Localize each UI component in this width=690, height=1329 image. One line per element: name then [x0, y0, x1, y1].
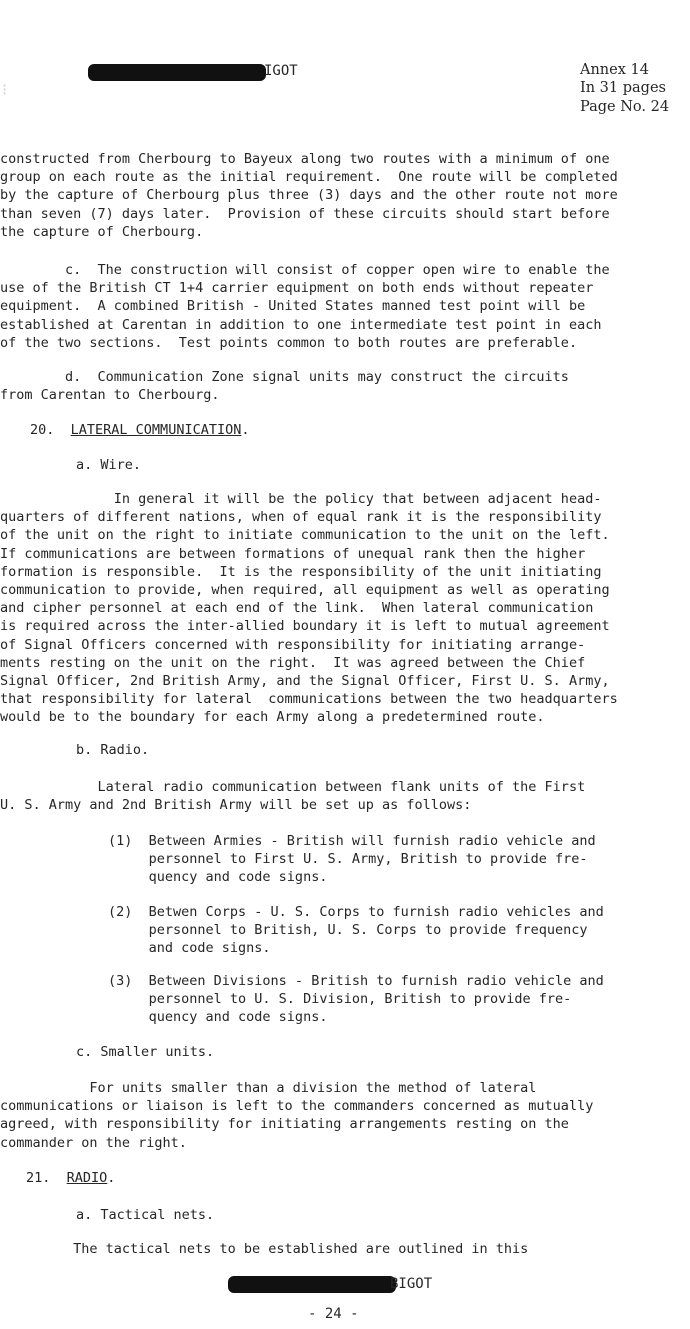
paragraph-intro: constructed from Cherbourg to Bayeux along two routes with a minimum of one group on each route as the initial requirement. One route will be completed by the capture of Cherbourg plus three (3) days and the other route not more than seven (7) days later. Provision of these circuits should start before the capture of Cherbourg.	[0, 151, 618, 240]
section-21-title: RADIO	[66, 1170, 108, 1186]
classification-marking-bottom: BIGOT	[390, 1276, 433, 1292]
paragraph-smaller-units: For units smaller than a division the method of lateral communications or liaison is left to the commanders concerned as mutually agreed, with responsibility for initiating arrangements resting on the commander on the right.	[0, 1080, 594, 1151]
paragraph-c-construction: c. The construction will consist of copper open wire to enable the use of the British CT 1+4 carrier equipment on both ends without repeater equipment. A combined British - United States manned test point will be established at Carentan in addition to one intermediate test point in each of the two sections. Test points common to both routes are preferable.	[0, 262, 610, 351]
subsection-wire-label: a. Wire.	[76, 457, 142, 473]
footer-page-number: - 24 -	[308, 1306, 359, 1322]
list-item-corps: (2) Betwen Corps - U. S. Corps to furnish radio vehicles and personnel to British, U. S. Corps to provide frequency and code signs.	[108, 904, 604, 957]
subsection-tactical-nets-label: a. Tactical nets.	[76, 1207, 215, 1223]
redaction-bar-bottom	[228, 1276, 396, 1293]
section-20-heading: 20. LATERAL COMMUNICATION.	[30, 422, 250, 438]
section-21-number: 21.	[26, 1170, 51, 1186]
paragraph-radio-intro: Lateral radio communication between flank units of the First U. S. Army and 2nd British Army will be set up as follows:	[0, 779, 586, 814]
subsection-smaller-units-label: c. Smaller units.	[76, 1044, 215, 1060]
list-item-divisions: (3) Between Divisions - British to furnish radio vehicle and personnel to U. S. Division, British to provide fre- quency and code signs.	[108, 973, 604, 1026]
redaction-bar-top	[88, 64, 266, 81]
section-21-heading: 21. RADIO.	[26, 1170, 116, 1186]
page-number-label: Page No. 24	[580, 99, 670, 115]
section-20-number: 20.	[30, 422, 55, 438]
classification-marking-top: IGOT	[264, 63, 298, 79]
annex-label: Annex 14	[580, 62, 649, 78]
subsection-radio-label: b. Radio.	[76, 742, 150, 758]
list-item-armies: (1) Between Armies - British will furnish radio vehicle and personnel to First U. S. Army, British to provide fre- quency and code signs.	[108, 833, 596, 886]
paragraph-wire: In general it will be the policy that between adjacent head- quarters of different nations, when of equal rank it is the responsibility of the unit on the right to initiate communication to the unit on the left. If communications are between formations of unequal rank then the higher formation is responsible. It is the responsibility of the unit initiating communication to provide, when required, all equipment as well as operating and cipher personnel at each end of the link. When lateral communication is required across the inter-allied boundary it is left to mutual agreement of Signal Officers concerned with responsibility for initiating arrange- ments resting on the unit on the right. It was agreed between the Chief Signal Officer, 2nd British Army, and the Signal Officer, First U. S. Army, that responsibility for lateral communications between the two headquarters would be to the boundary for each Army along a predetermined route.	[0, 491, 618, 726]
section-20-title: LATERAL COMMUNICATION	[70, 422, 242, 438]
page-count-label: In 31 pages	[580, 80, 666, 96]
margin-smudge: ⁝	[2, 80, 8, 99]
paragraph-d-communication-zone: d. Communication Zone signal units may construct the circuits from Carentan to Cherbourg.	[0, 369, 569, 404]
paragraph-tactical-nets: The tactical nets to be established are outlined in this	[0, 1241, 529, 1257]
